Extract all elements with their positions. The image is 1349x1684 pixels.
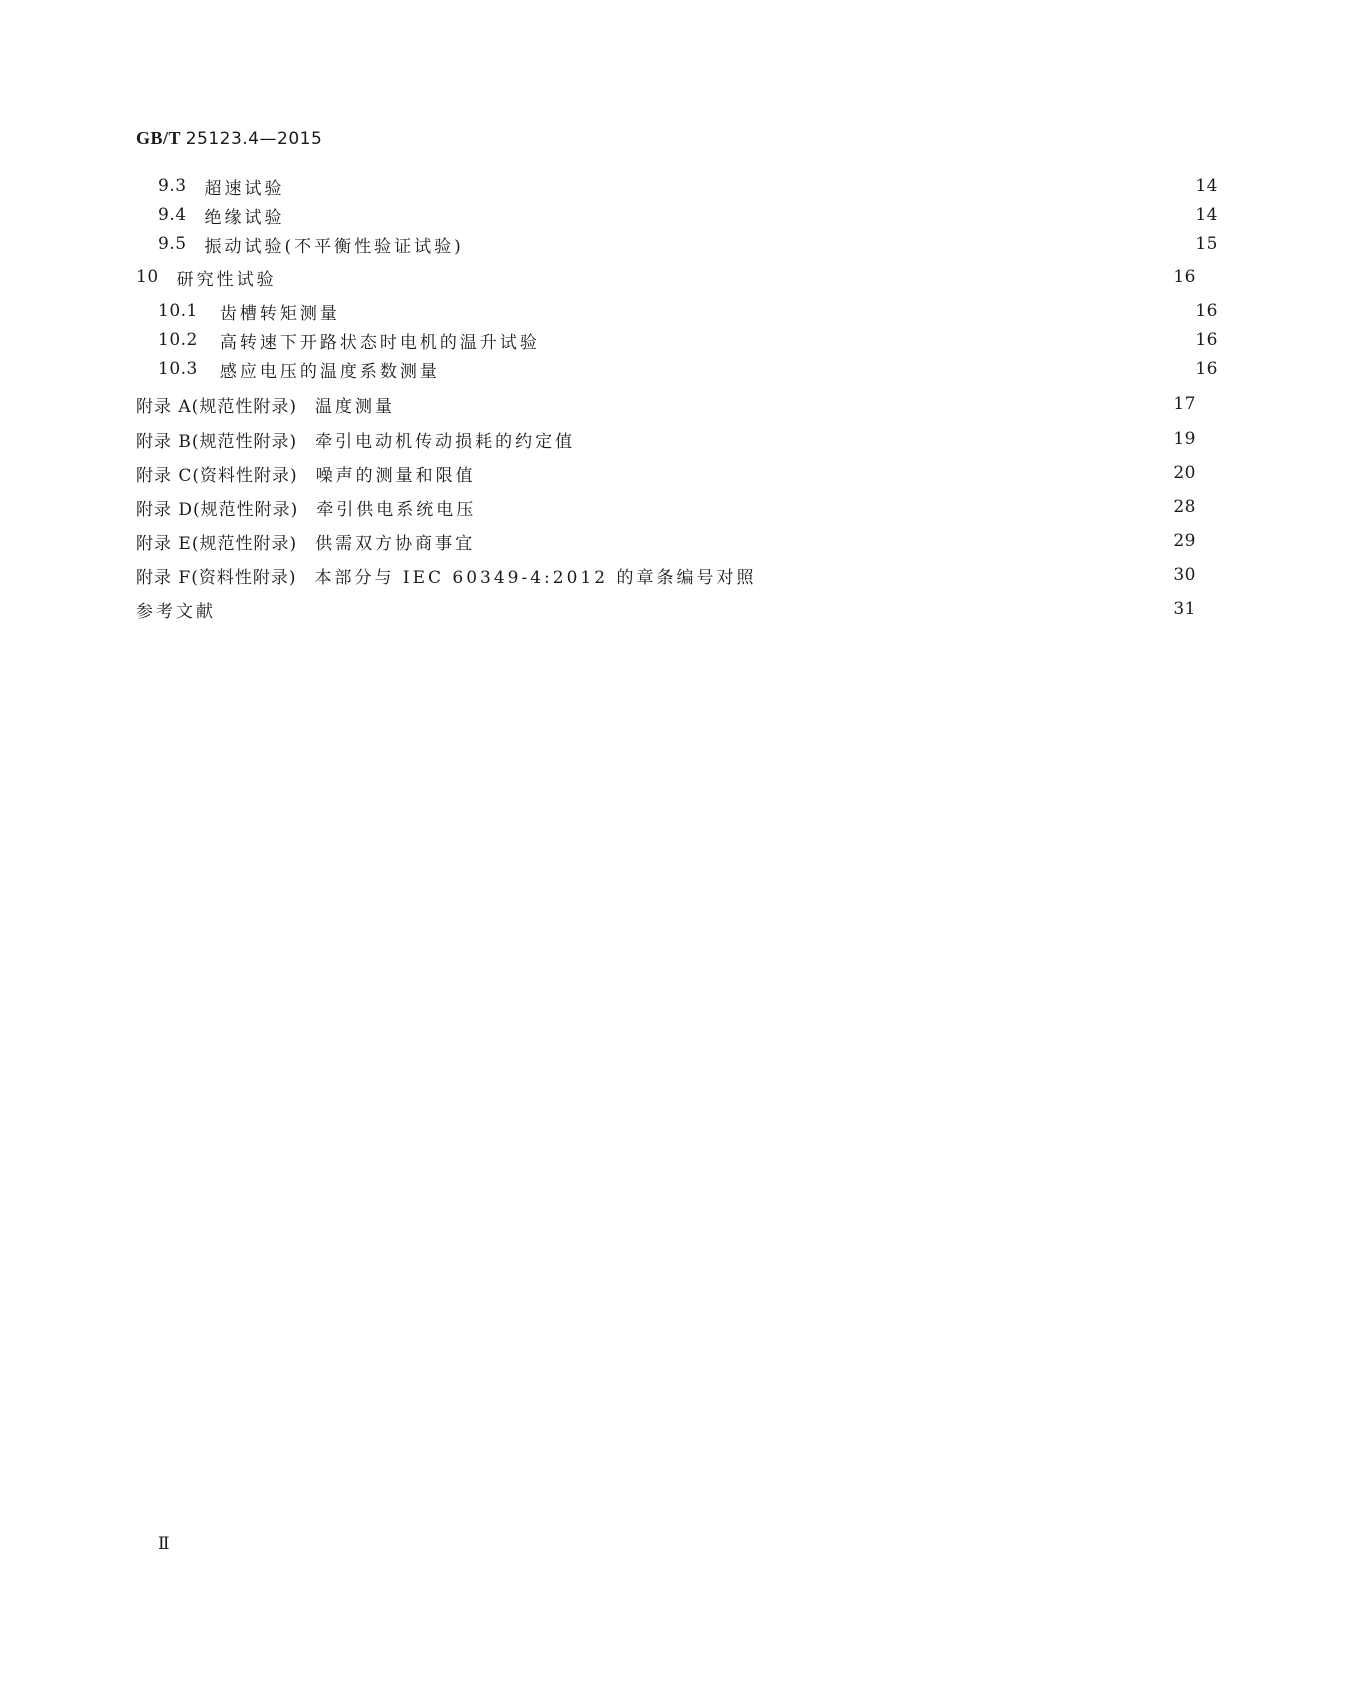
toc-dot-leader xyxy=(484,464,1148,482)
toc-entry-title: 参考文献 xyxy=(136,601,216,622)
toc-entry-title: 本部分与 IEC 60349-4:2012 的章条编号对照 xyxy=(314,567,757,588)
toc-entry-number: 9.5 xyxy=(158,234,187,254)
toc-dot-leader xyxy=(403,395,1148,413)
toc-dot-leader xyxy=(293,206,1170,224)
toc-entry-number: 10.2 xyxy=(158,330,198,350)
toc-entry-number: 10 xyxy=(136,267,159,287)
toc-entry-page: 16 xyxy=(1195,301,1218,321)
toc-entry-appendix-b[interactable] xyxy=(0,426,1327,452)
toc-entry-page: 16 xyxy=(1195,359,1218,379)
toc-entry-10-3[interactable] xyxy=(0,356,1349,382)
toc-dot-leader xyxy=(293,177,1170,195)
toc-dot-leader xyxy=(583,430,1148,448)
toc-entry-title: 感应电压的温度系数测量 xyxy=(219,361,440,382)
toc-entry-page: 16 xyxy=(1195,330,1218,350)
toc-entry-10-2[interactable] xyxy=(0,327,1349,353)
document-code-prefix: GB/T xyxy=(136,128,181,148)
toc-entry-title: 供需双方协商事宜 xyxy=(315,533,476,554)
toc-entry-page: 17 xyxy=(1173,394,1196,414)
toc-entry-appendix-e[interactable] xyxy=(0,528,1327,554)
toc-entry-10[interactable] xyxy=(0,264,1327,290)
toc-entry-page: 16 xyxy=(1173,267,1196,287)
toc-dot-leader xyxy=(448,360,1170,378)
toc-entry-title: 振动试验(不平衡性验证试验) xyxy=(204,236,464,257)
toc-entry-page: 30 xyxy=(1173,565,1196,585)
toc-entry-9-3[interactable] xyxy=(0,173,1349,199)
toc-entry-title: 噪声的测量和限值 xyxy=(315,465,476,486)
toc-entry-number: 附录 D(规范性附录) xyxy=(136,499,299,520)
toc-dot-leader xyxy=(224,600,1148,618)
toc-entry-title: 温度测量 xyxy=(314,396,395,417)
toc-entry-number: 附录 A(规范性附录) xyxy=(136,396,297,417)
toc-entry-appendix-d[interactable] xyxy=(0,494,1327,520)
toc-entry-number: 附录 C(资料性附录) xyxy=(136,465,298,486)
toc-entry-title: 牵引供电系统电压 xyxy=(316,499,477,520)
toc-dot-leader xyxy=(548,331,1170,349)
toc-entry-page: 14 xyxy=(1195,176,1218,196)
toc-entry-9-4[interactable] xyxy=(0,202,1349,228)
toc-dot-leader xyxy=(764,566,1148,584)
toc-dot-leader xyxy=(348,302,1170,320)
toc-entry-title: 研究性试验 xyxy=(176,269,277,290)
document-code xyxy=(136,128,322,149)
document-code-number: 25123.4—2015 xyxy=(185,129,323,149)
toc-entry-page: 20 xyxy=(1173,463,1196,483)
toc-dot-leader xyxy=(483,532,1148,550)
toc-dot-leader xyxy=(285,268,1148,286)
toc-entry-number: 10.3 xyxy=(158,359,198,379)
toc-entry-appendix-a[interactable] xyxy=(0,391,1327,417)
toc-entry-title: 牵引电动机传动损耗的约定值 xyxy=(315,431,576,452)
toc-entry-appendix-f[interactable] xyxy=(0,562,1327,588)
toc-entry-bibliography[interactable] xyxy=(0,596,1327,622)
toc-entry-number: 9.3 xyxy=(158,176,187,196)
toc-entry-page: 31 xyxy=(1173,599,1196,619)
toc-entry-title: 超速试验 xyxy=(204,178,285,199)
toc-entry-10-1[interactable] xyxy=(0,298,1349,324)
toc-entry-page: 29 xyxy=(1173,531,1196,551)
toc-entry-number: 附录 F(资料性附录) xyxy=(136,567,297,588)
toc-entry-page: 15 xyxy=(1195,234,1218,254)
toc-entry-9-5[interactable] xyxy=(0,231,1349,257)
toc-entry-number: 10.1 xyxy=(158,301,198,321)
toc-entry-page: 14 xyxy=(1195,205,1218,225)
toc-dot-leader xyxy=(484,498,1148,516)
toc-entry-title: 齿槽转矩测量 xyxy=(219,303,340,324)
toc-entry-title: 绝缘试验 xyxy=(204,207,285,228)
toc-entry-number: 附录 E(规范性附录) xyxy=(136,533,298,554)
toc-entry-number: 附录 B(规范性附录) xyxy=(136,431,298,452)
toc-dot-leader xyxy=(472,235,1170,253)
toc-entry-title: 高转速下开路状态时电机的温升试验 xyxy=(219,332,540,353)
toc-entry-page: 19 xyxy=(1173,429,1196,449)
toc-entry-appendix-c[interactable] xyxy=(0,460,1327,486)
toc-entry-number: 9.4 xyxy=(158,205,187,225)
page-number: Ⅱ xyxy=(158,1534,170,1553)
toc-entry-page: 28 xyxy=(1173,497,1196,517)
